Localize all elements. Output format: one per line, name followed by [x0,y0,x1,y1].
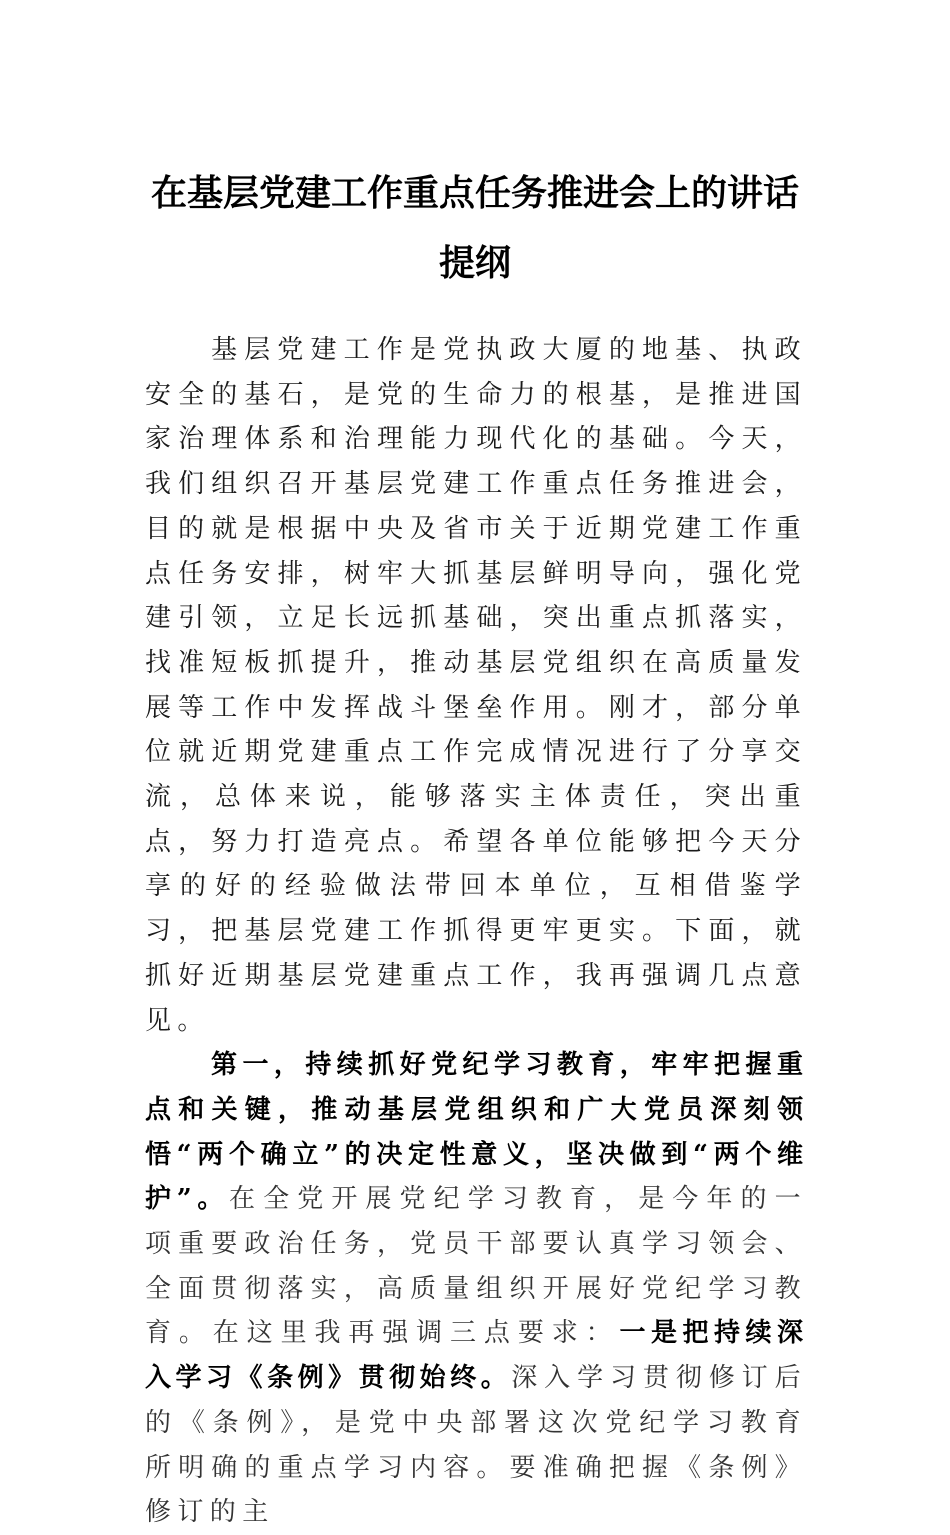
paragraph-intro [145,328,807,1043]
document-title [140,158,810,298]
paragraph-first-point [145,1043,807,1535]
document-body [145,328,807,1535]
first-point-text-2: 深入学习贯彻修订后的《条例》，是党中央部署这次党纪学习教育所明确的重点学习内容。要准确把握《条例》修订的主 [145,1363,807,1528]
title-line-2: 提纲 [438,242,511,284]
first-point-heading: 第一，持续抓好党纪学习教育，牢牢把握重点和关键，推动基层党组织和广大党员深刻领悟“两个确立”的决定性意义，坚决做到“两个维护”。 [145,1050,807,1215]
first-point-text-1: 在全党开展党纪学习教育，是今年的一项重要政治任务，党员干部要认真学习领会、全面贯彻落实，高质量组织开展好党纪学习教育。在这里我再强调三点要求： [145,1184,807,1349]
first-requirement-heading: 一是把持续深入学习《条例》贯彻始终。 [145,1318,807,1394]
paragraph-intro-text: 基层党建工作是党执政大厦的地基、执政安全的基石，是党的生命力的根基，是推进国家治理体系和治理能力现代化的基础。今天，我们组织召开基层党建工作重点任务推进会，目的就是根据中央及省市关于近期党建工作重点任务安排，树牢大抓基层鲜明导向，强化党建引领，立足长远抓基础，突出重点抓落实，找准短板抓提升，推动基层党组织在高质量发展等工作中发挥战斗堡垒作用。刚才，部分单位就近期党建重点工作完成情况进行了分享交流，总体来说，能够落实主体责任，突出重点，努力打造亮点。希望各单位能够把今天分享的好的经验做法带回本单位，互相借鉴学习，把基层党建工作抓得更牢更实。下面，就抓好近期基层党建重点工作，我再强调几点意见。 [145,335,807,1036]
title-line-1: 在基层党建工作重点任务推进会上的讲话 [150,172,799,214]
